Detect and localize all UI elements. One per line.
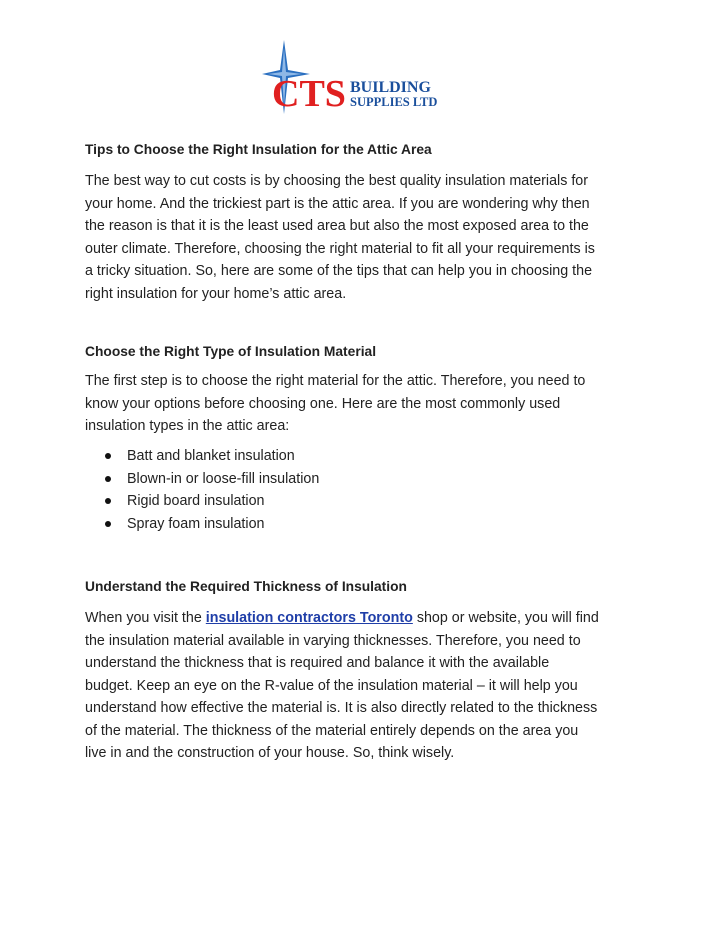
bullet-icon	[105, 521, 111, 527]
intro-paragraph	[85, 170, 637, 305]
insulation-types-list	[85, 445, 319, 536]
paragraph-line: The best way to cut costs is by choosing the best quality insulation materials for	[85, 173, 589, 189]
company-logo	[262, 40, 444, 114]
section-heading-thickness: Understand the Required Thickness of Insulation	[85, 579, 407, 594]
paragraph-line: the reason is that it is the least used area but also the most exposed area to the	[85, 218, 589, 234]
paragraph-line: a tricky situation. So, here are some of the tips that can help you in choosing the	[85, 263, 593, 279]
logo-line2: SUPPLIES LTD	[350, 95, 438, 109]
list-item-label: Rigid board insulation	[127, 493, 265, 510]
paragraph-line: your home. And the trickiest part is the attic area. If you are wondering why then	[85, 195, 590, 212]
bullet-icon	[105, 498, 111, 504]
list-item	[85, 468, 319, 491]
paragraph-line: live in and the construction of your house. So, think wisely.	[85, 745, 455, 761]
list-item	[85, 445, 319, 468]
bullet-icon	[105, 453, 111, 459]
logo-line1: BUILDING	[350, 79, 431, 96]
list-item-label: Blown-in or loose-fill insulation	[127, 470, 320, 487]
paragraph-line: The first step is to choose the right material for the attic. Therefore, you need to	[85, 373, 586, 389]
paragraph-line: know your options before choosing one. Here are the most commonly used	[85, 395, 561, 412]
paragraph-line: budget. Keep an eye on the R-value of the insulation material – it will help you	[85, 677, 578, 694]
material-paragraph	[85, 370, 637, 438]
section-heading-material: Choose the Right Type of Insulation Material	[85, 344, 377, 359]
list-item	[85, 513, 319, 536]
list-item-label: Spray foam insulation	[127, 516, 265, 533]
paragraph-line: right insulation for your home’s attic area.	[85, 285, 347, 302]
logo-letters: CTS	[272, 73, 346, 114]
bullet-icon	[105, 476, 111, 482]
text-before-link: When you visit the	[85, 610, 206, 626]
insulation-contractors-link[interactable]: insulation contractors Toronto	[205, 610, 413, 626]
paragraph-line: the insulation material available in varying thicknesses. Therefore, you need to	[85, 632, 581, 649]
section-heading-tips: Tips to Choose the Right Insulation for the Attic Area	[85, 142, 432, 157]
list-item	[85, 490, 319, 513]
thickness-paragraph	[85, 607, 637, 765]
paragraph-line: understand how effective the material is. It is also directly related to the thickness	[85, 700, 598, 716]
paragraph-line	[85, 607, 637, 630]
text-after-link: shop or website, you will find	[412, 610, 599, 626]
paragraph-line: outer climate. Therefore, choosing the right material to fit all your requirements is	[85, 240, 595, 257]
list-item-label: Batt and blanket insulation	[127, 448, 295, 464]
paragraph-line: of the material. The thickness of the material entirely depends on the area you	[85, 722, 579, 739]
paragraph-line: understand the thickness that is required and balance it with the available	[85, 655, 550, 671]
paragraph-line: insulation types in the attic area:	[85, 418, 290, 434]
